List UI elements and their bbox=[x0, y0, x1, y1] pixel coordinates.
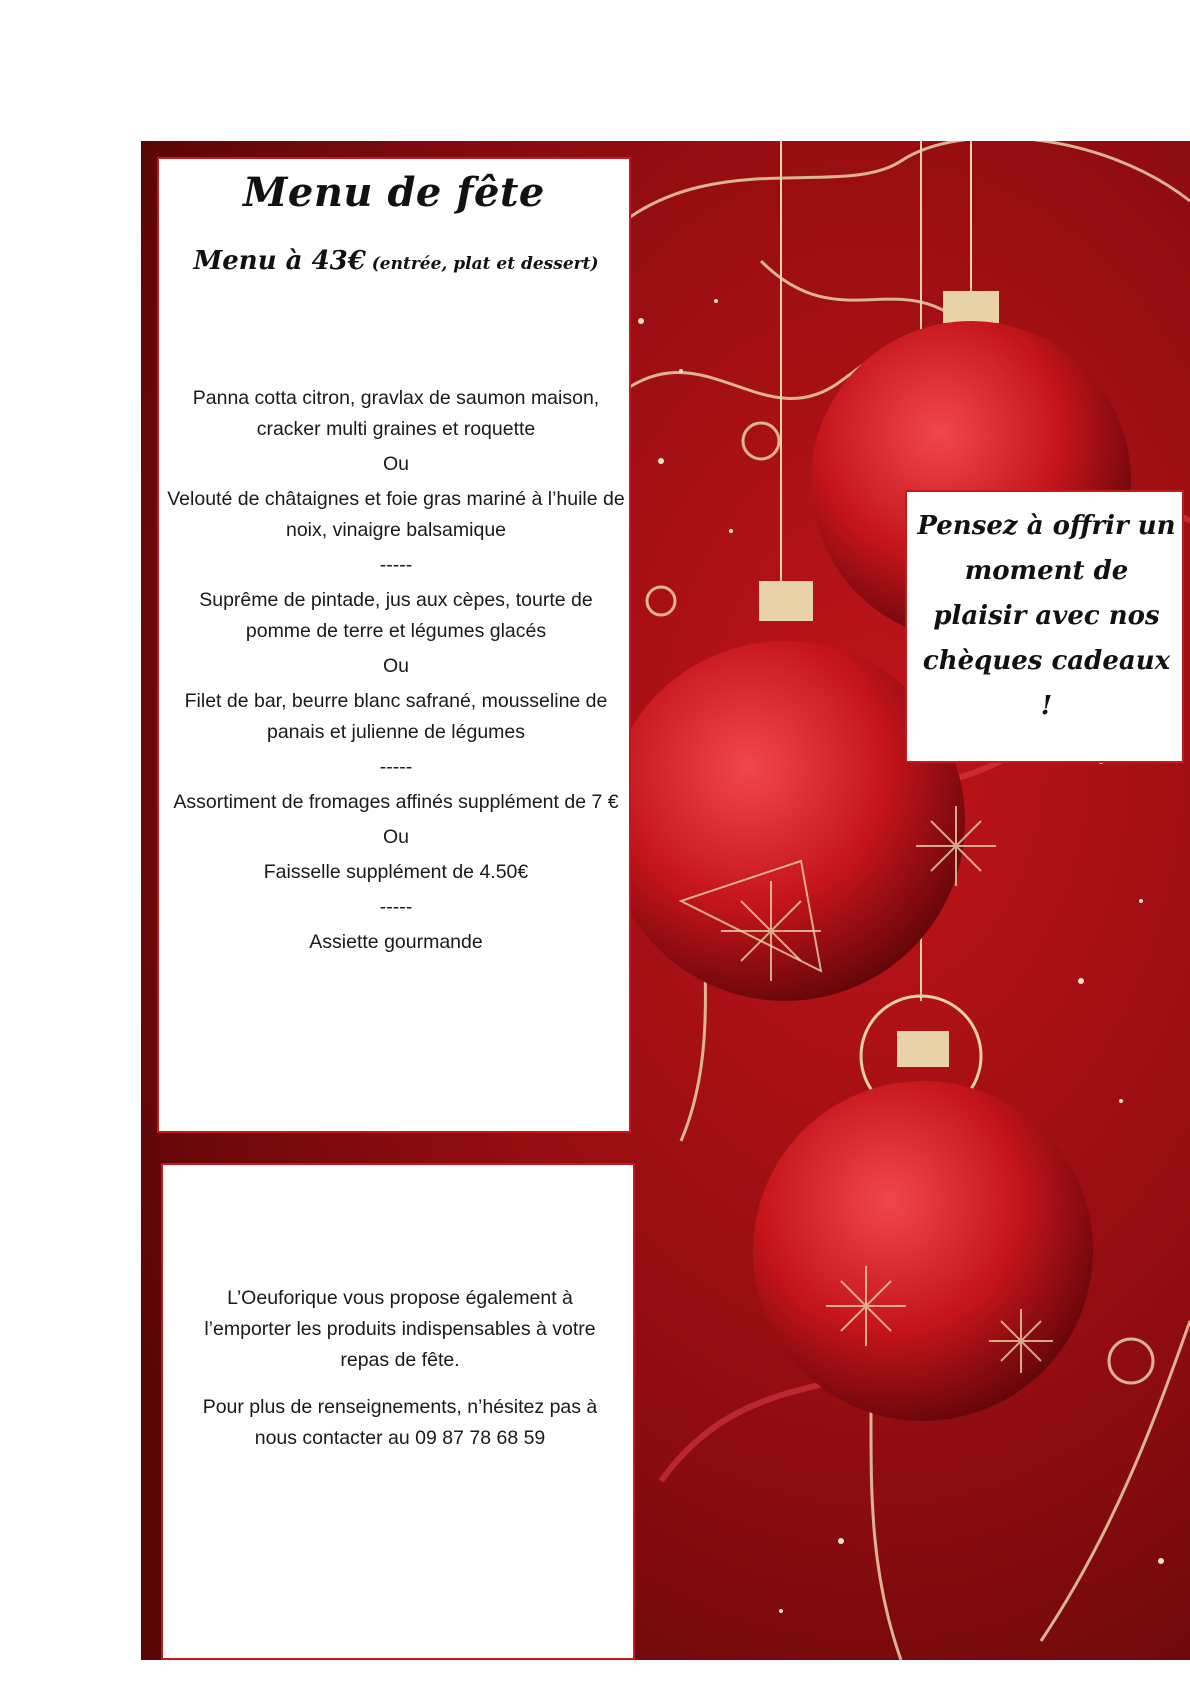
course-line: Faisselle supplément de 4.50€ bbox=[263, 861, 529, 883]
gift-voucher-text: Pensez à offrir un moment de plaisir avec nos chèques cadeaux ! bbox=[917, 511, 1176, 721]
menu-title: Menu de fête bbox=[243, 169, 545, 216]
course-separator: ----- bbox=[379, 756, 413, 778]
menu-price-main: Menu à 43€ bbox=[193, 246, 366, 276]
course-separator: ----- bbox=[379, 554, 413, 576]
course-line: Panna cotta citron, gravlax de saumon maison, cracker multi graines et roquette bbox=[192, 387, 600, 440]
course-line: Filet de bar, beurre blanc safrané, mousseline de panais et julienne de légumes bbox=[184, 690, 608, 743]
menu-courses bbox=[167, 383, 625, 962]
info-panel bbox=[161, 1163, 635, 1660]
menu-price-detail: (entrée, plat et dessert) bbox=[365, 254, 599, 274]
info-text bbox=[183, 1283, 617, 1470]
course-line: Velouté de châtaignes et foie gras mariné à l’huile de noix, vinaigre balsamique bbox=[167, 488, 625, 541]
flyer bbox=[141, 141, 1190, 1660]
info-paragraph-takeaway: L’Oeuforique vous propose également à l’emporter les produits indispensables à votre repas de fête. bbox=[204, 1287, 596, 1371]
menu-price bbox=[189, 245, 603, 280]
course-separator: Ou bbox=[382, 453, 409, 475]
course-line: Assiette gourmande bbox=[309, 931, 483, 953]
menu-panel bbox=[157, 157, 631, 1133]
course-separator: Ou bbox=[382, 655, 409, 677]
course-separator: ----- bbox=[379, 896, 413, 918]
gift-voucher-panel bbox=[905, 490, 1184, 763]
course-line: Assortiment de fromages affinés supplément de 7 € bbox=[173, 791, 619, 813]
course-line: Suprême de pintade, jus aux cèpes, tourte de pomme de terre et légumes glacés bbox=[199, 589, 593, 642]
info-paragraph-contact: Pour plus de renseignements, n’hésitez pas à nous contacter au 09 87 78 68 59 bbox=[202, 1396, 598, 1449]
course-separator: Ou bbox=[382, 826, 409, 848]
